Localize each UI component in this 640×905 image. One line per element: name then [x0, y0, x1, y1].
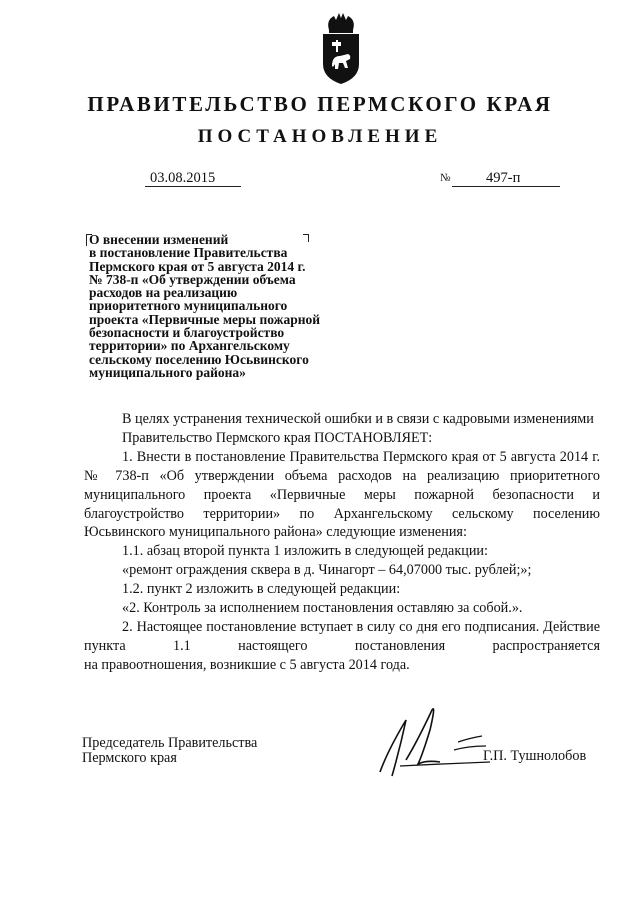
- signatory-title-line: Председатель Правительства: [82, 735, 258, 751]
- subject-line: № 738-п «Об утверждении объема: [89, 271, 296, 287]
- paragraph-resolves: Правительство Пермского края ПОСТАНОВЛЯЕТ:: [122, 429, 433, 446]
- subject-line: территории» по Архангельскому: [89, 338, 290, 354]
- document-number: 497-п: [486, 170, 521, 186]
- government-title: ПРАВИТЕЛЬСТВО ПЕРМСКОГО КРАЯ: [87, 92, 553, 116]
- paragraph-item-1: 1. Внести в постановление Правительства Пермского края от 5 августа 2014 г. № 738-п «Об утверждении объема расходов на реализацию приоритетного муниципального проекта «Первичные меры пожарной безопасности и благоустройство территории» по Архангельскому сельскому поселению Юсьвинского муниципального района» следующие изменения:: [84, 448, 600, 541]
- handwritten-signature: [370, 700, 500, 780]
- paragraph-item-2: 2. Настоящее постановление вступает в силу со дня его подписания. Действие пункта 1.1 настоящего постановления распространяется: [84, 618, 600, 654]
- subject-block: [89, 233, 369, 379]
- number-underline: [452, 186, 560, 187]
- paragraph-quote-1: «ремонт ограждения сквера в д. Чинагорт – 64,07000 тыс. рублей;»;: [122, 562, 532, 579]
- subject-line: в постановление Правительства: [89, 245, 288, 261]
- subject-line: проекта «Первичные меры пожарной: [89, 311, 321, 327]
- coat-of-arms-emblem: [320, 12, 362, 86]
- subject-line: О внесении изменений: [89, 232, 229, 247]
- signatory-title-line: Пермского края: [82, 750, 177, 766]
- paragraph-preamble: В целях устранения технической ошибки и в связи с кадровыми изменениями: [122, 411, 594, 427]
- subject-line: безопасности и благоустройство: [89, 325, 285, 341]
- subject-line: Пермского края от 5 августа 2014 г.: [89, 258, 306, 274]
- document-date: 03.08.2015: [150, 170, 216, 186]
- subject-line: муниципального района»: [89, 364, 246, 380]
- document-type: ПОСТАНОВЛЕНИЕ: [197, 126, 443, 147]
- number-sign: №: [440, 172, 451, 184]
- date-underline: [145, 186, 241, 187]
- subject-line: расходов на реализацию: [89, 285, 238, 301]
- signatory-name: Г.П. Тушнолобов: [483, 748, 587, 764]
- paragraph-item-1-1: 1.1. абзац второй пункта 1 изложить в следующей редакции:: [122, 543, 488, 560]
- paragraph-item-2-end: на правоотношения, возникшие с 5 августа 2014 года.: [84, 656, 410, 673]
- document-body: [84, 410, 600, 675]
- paragraph-quote-2: «2. Контроль за исполнением постановления оставляю за собой.».: [122, 600, 523, 617]
- paragraph-item-1-2: 1.2. пункт 2 изложить в следующей редакции:: [122, 581, 401, 598]
- subject-line: сельскому поселению Юсьвинского: [89, 351, 309, 367]
- signatory-title: [82, 736, 257, 766]
- subject-line: приоритетного муниципального: [89, 298, 288, 314]
